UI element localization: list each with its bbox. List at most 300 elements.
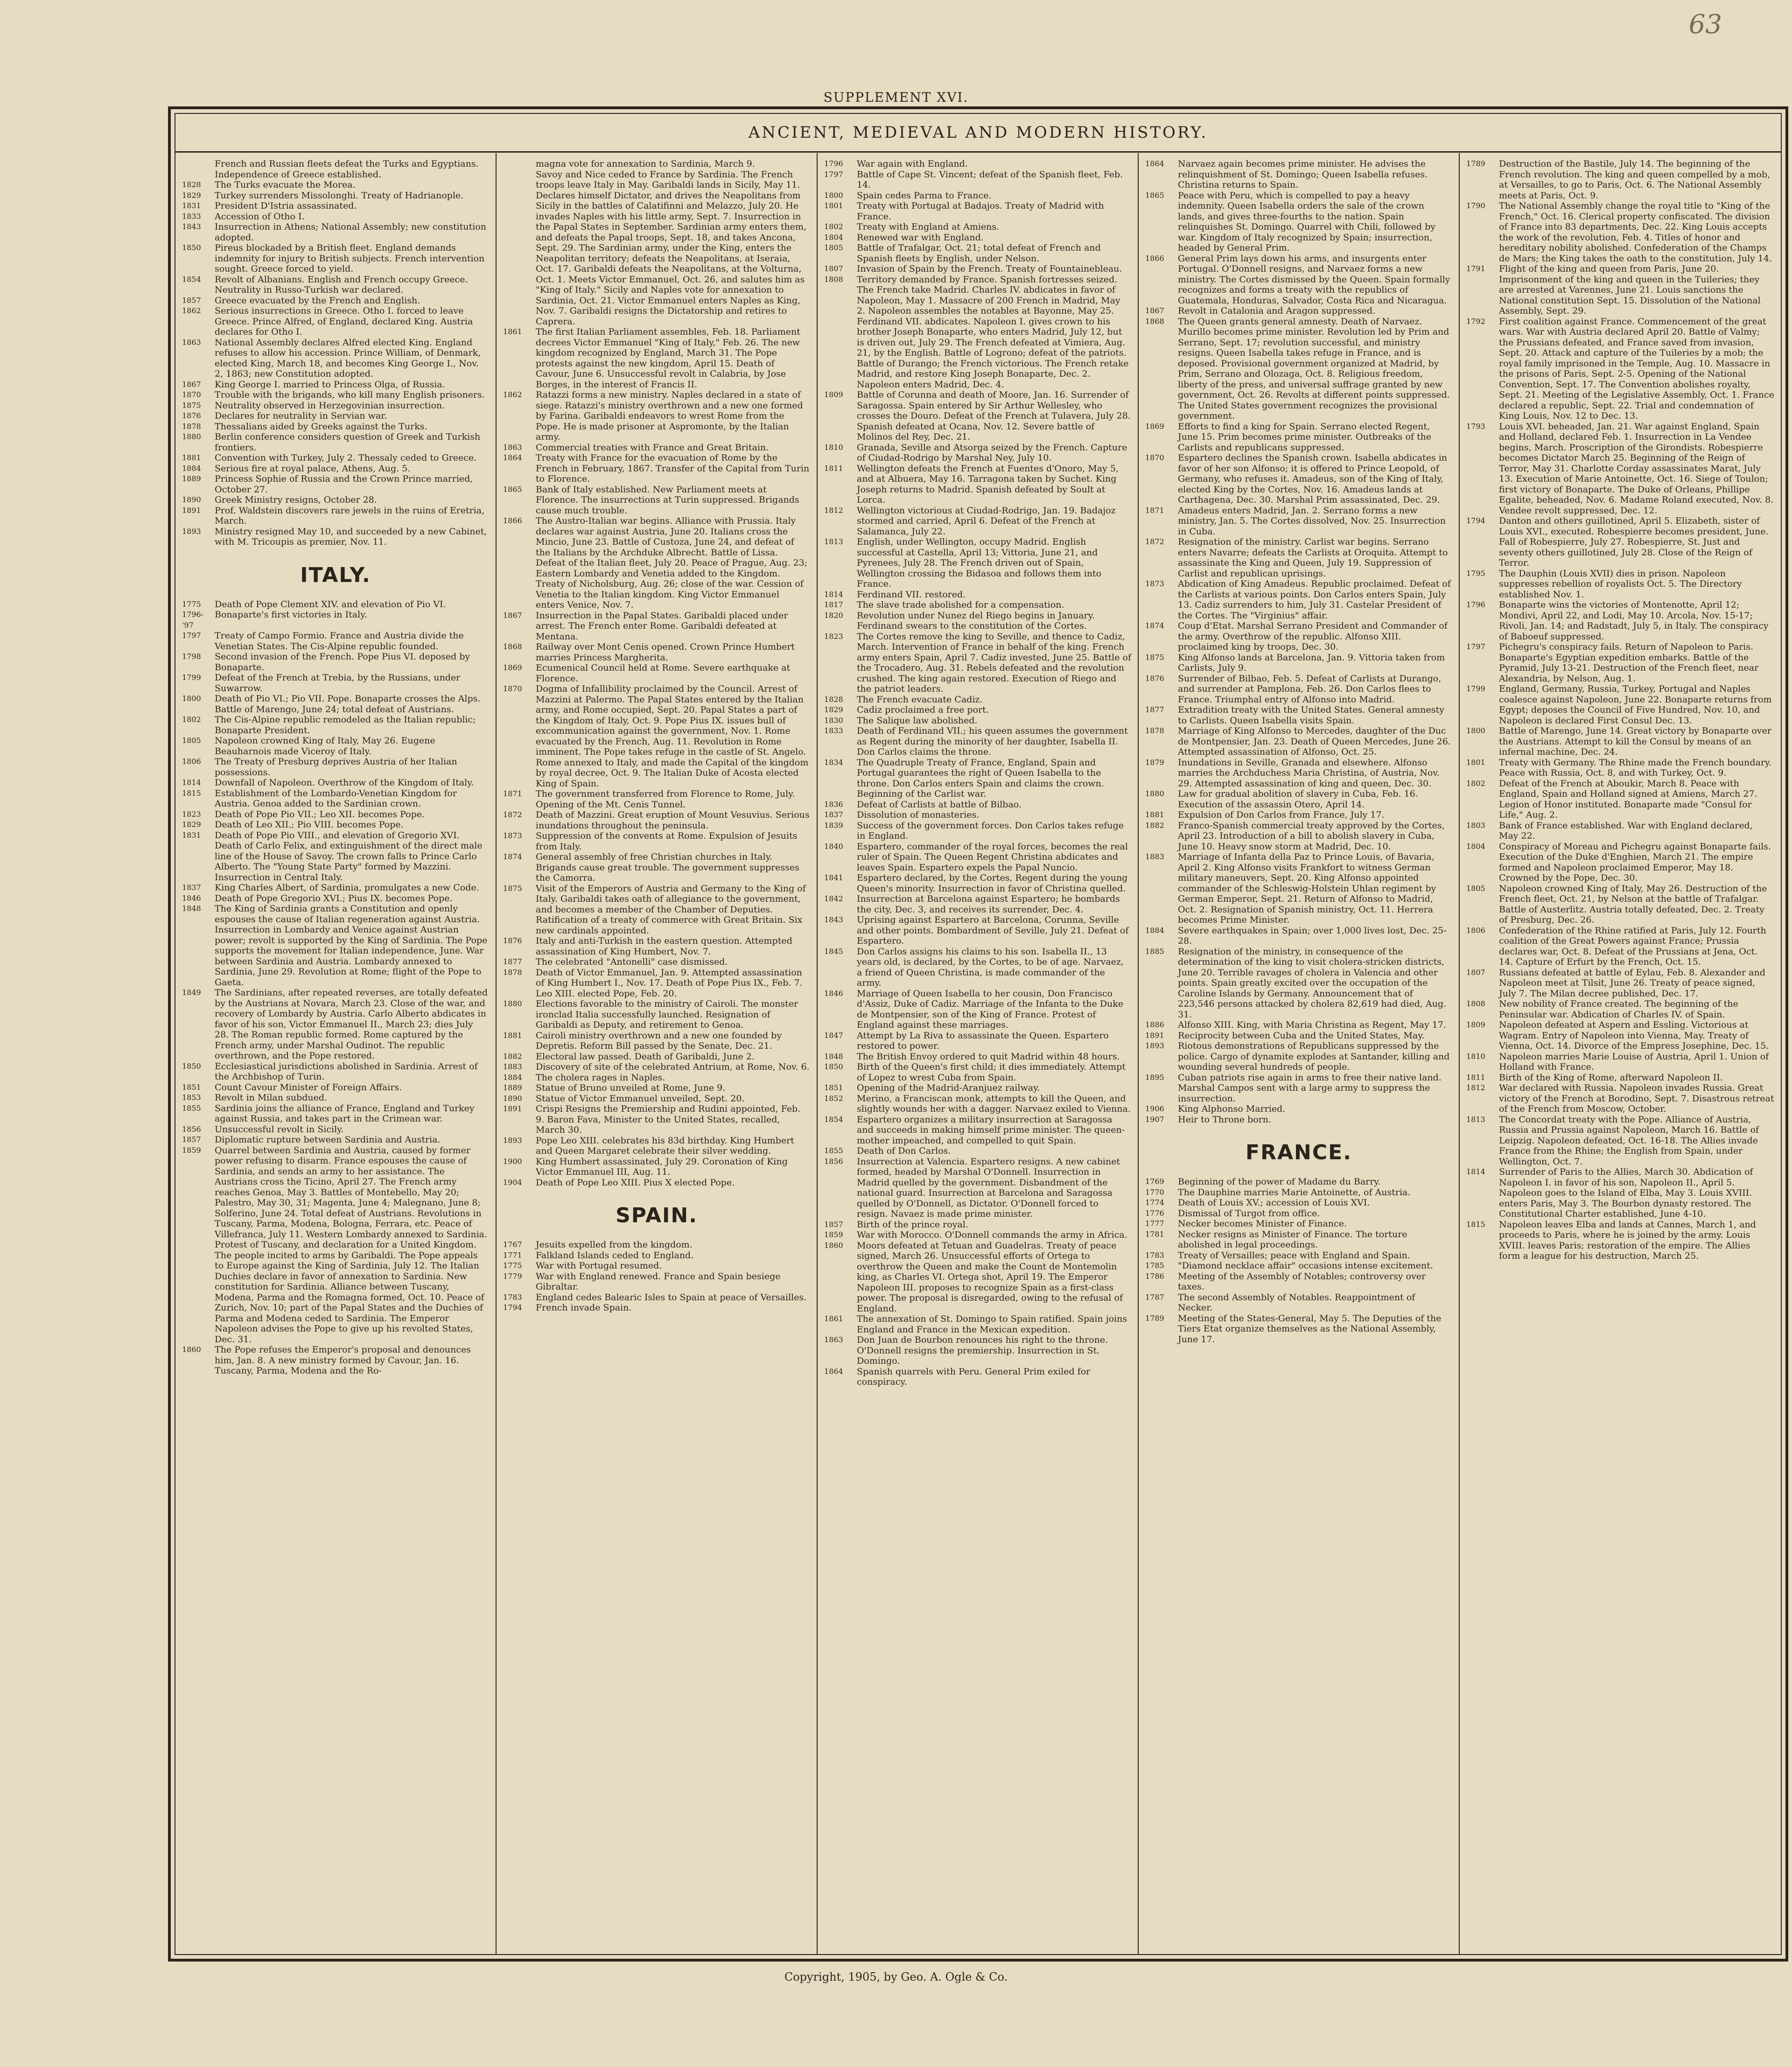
history-entry xyxy=(824,841,1131,873)
entry-text: Cairoli ministry overthrown and a new one founded by Depretis. Reform Bill passed by the Senate, Dec. 21. xyxy=(536,1030,782,1051)
handwritten-page-number: 63 xyxy=(1688,9,1722,40)
history-entry xyxy=(182,222,489,243)
history-entry xyxy=(182,694,489,715)
history-entry xyxy=(1145,505,1452,537)
entry-year: 1878 xyxy=(1145,726,1164,735)
entry-text: The government transferred from Florence to Rome, July. Opening of the Mt. Cenis Tunnel. xyxy=(536,789,795,810)
entry-text: Dismissal of Turgot from office. xyxy=(1178,1208,1320,1219)
entry-text: Destruction of the Bastile, July 14. The beginning of the French revolution. The king and queen compelled by a mob, at Versailles, to go to Paris, Oct. 6. The National Assembly meets at Paris, Oct. 9. xyxy=(1499,159,1771,201)
entry-text: Bank of France established. War with England declared, May 22. xyxy=(1499,820,1753,841)
entry-year: 1804 xyxy=(1466,841,1485,851)
entry-text: War with Portugal resumed. xyxy=(536,1261,662,1271)
entry-text: Pireus blockaded by a British fleet. England demands indemnity for injury to British subjects. French intervention sought. Greece forced to yield. xyxy=(215,243,485,274)
entry-text: Death of Ferdinand VII.; his queen assumes the government as Regent during the minority of her daughter, Isabella II. Don Carlos claims the throne. xyxy=(857,726,1128,757)
history-entry xyxy=(1145,757,1452,789)
entry-text: Spanish quarrels with Peru. General Prim exiled for conspiracy. xyxy=(857,1366,1091,1387)
entry-year: 1895 xyxy=(1145,1072,1164,1082)
history-entry xyxy=(824,1146,1131,1156)
entry-year: 1840 xyxy=(824,841,843,851)
entry-text: The Cortes remove the king to Seville, and thence to Cadiz, March. Intervention of France in behalf of the king. French army enters Spain, April 7. Cadiz invested, June 25. Battle of the Trocadero, Aug. 31. Rebels defeated and the revolution crushed. The king again restored. Execution of Riego and the patriot leaders. xyxy=(857,631,1131,694)
entry-year: 1893 xyxy=(182,526,201,536)
entry-year: 1862 xyxy=(503,390,522,399)
history-entry xyxy=(1466,159,1774,201)
entry-text: England cedes Balearic Isles to Spain at peace of Versailles. xyxy=(536,1292,807,1303)
entry-year: 1847 xyxy=(824,1030,843,1040)
entry-text: Insurrection at Barcelona against Espartero; he bombards the city, Dec. 3, and receives its surrender, Dec. 4. xyxy=(857,894,1120,915)
history-entry xyxy=(503,1030,810,1051)
history-entry xyxy=(824,715,1131,726)
entry-year: 1870 xyxy=(182,390,201,399)
entry-text: Russians defeated at battle of Eylau, Feb. 8. Alexander and Napoleon meet at Tilsit, June 26. Treaty of peace signed, July 7. The Milan decree published, Dec. 17. xyxy=(1499,967,1765,999)
entry-text: Narvaez again becomes prime minister. He advises the relinquishment of St. Domingo; Queen Isabella refuses. Christina returns to Spain. xyxy=(1178,159,1428,190)
history-entry xyxy=(503,1135,810,1156)
history-entry xyxy=(182,379,489,390)
history-entry xyxy=(1145,1313,1452,1345)
entry-year: 1833 xyxy=(824,726,843,735)
history-entry xyxy=(182,1145,489,1345)
history-entry xyxy=(1145,1261,1452,1271)
entry-year: 1884 xyxy=(182,463,201,473)
entry-year: 1828 xyxy=(824,694,843,704)
history-entry xyxy=(824,1051,1131,1062)
entry-text: Treaty with England at Amiens. xyxy=(857,222,1000,232)
entry-text: Downfall of Napoleon. Overthrow of the Kingdom of Italy. xyxy=(215,778,474,788)
history-entry xyxy=(182,715,489,736)
entry-year: 1829 xyxy=(824,705,843,714)
history-entry xyxy=(182,809,489,820)
entry-text: Bonaparte's first victories in Italy. xyxy=(215,610,367,620)
history-entry xyxy=(1145,673,1452,705)
entry-year: 1785 xyxy=(1145,1261,1164,1270)
history-entry xyxy=(824,873,1131,894)
history-entry xyxy=(182,201,489,211)
history-entry xyxy=(824,610,1131,631)
entry-year: 1770 xyxy=(1145,1187,1164,1197)
entry-text: Moors defeated at Tetuan and Guadelras. Treaty of peace signed, March 26. Unsuccessful efforts of Ortega to overthrow the Queen and make the Count de Montemolin king, as Charles VI. Ortega shot, April 19. The Emperor Napoleon III. proposes to recognize Spain as a first-class power. The proposal is disregarded, owing to the refusal of England. xyxy=(857,1240,1123,1314)
entry-year: 1891 xyxy=(182,505,201,515)
entry-text: Treaty with Germany. The Rhine made the French boundary. Peace with Russia, Oct. 8, and with Turkey, Oct. 9. xyxy=(1499,757,1772,778)
entry-year: 1874 xyxy=(1145,621,1164,630)
entry-year: 1802 xyxy=(1466,778,1485,788)
entry-year xyxy=(182,159,215,169)
entry-year: 1875 xyxy=(503,883,522,893)
entry-text: Marriage of Queen Isabella to her cousin, Don Francisco d'Assiz, Duke of Cadiz. Marriage of the Infanta to the Duke de Montpensier, son of the King of France. Protest of England against these marriages. xyxy=(857,988,1124,1030)
entry-text: Revolt of Albanians. English and French occupy Greece. Neutrality in Russo-Turkish war declared. xyxy=(215,274,468,295)
entry-year xyxy=(503,169,536,327)
history-entry xyxy=(824,894,1131,915)
entry-text: Death of Don Carlos. xyxy=(857,1146,951,1156)
entry-year: 1774 xyxy=(1145,1198,1164,1207)
entry-year: 1868 xyxy=(1145,316,1164,326)
entry-text: Death of Pope Pio VII.; Leo XII. becomes Pope. xyxy=(215,809,425,820)
entry-year: 1854 xyxy=(182,274,201,284)
history-entry xyxy=(182,631,489,652)
entry-year: 1862 xyxy=(182,306,201,315)
history-entry xyxy=(1145,852,1452,925)
entry-text: Wellington defeats the French at Fuentes d'Onoro, May 5, and at Albuera, May 16. Tarragona taken by Suchet. King Joseph returns to Madrid. Spanish defeated by Soult at Lorca. xyxy=(857,463,1119,505)
entry-year: 1890 xyxy=(182,495,201,504)
entry-year: 1805 xyxy=(824,243,843,252)
entry-text: French and Russian fleets defeat the Turks and Egyptians. xyxy=(215,159,479,169)
entry-text: The Turks evacuate the Morea. xyxy=(215,180,356,190)
entry-text: The Sardinians, after repeated reverses, are totally defeated by the Austrians at Novara, March 23. Close of the war, and recovery of Lombardy by Austria. Carlo Alberto abdicates in favor of his son, Victor Emmanuel II., March 23; dies July 28. The Roman republic formed. Rome captured by the French army, under Marshal Oudinot. The republic overthrown, and the Pope restored. xyxy=(215,988,488,1061)
history-entry xyxy=(182,1103,489,1124)
entry-year: 1878 xyxy=(503,967,522,977)
history-entry xyxy=(182,463,489,474)
entry-year: 1802 xyxy=(824,222,843,231)
entry-year: 1797 xyxy=(1466,642,1485,651)
history-entry xyxy=(1145,1198,1452,1208)
entry-text: Napoleon defeated at Aspern and Essling. Victorious at Wagram. Entry of Napoleon into Vienna, May. Treaty of Vienna, Oct. 14. Divorce of the Empress Josephine, Dec. 15. xyxy=(1499,1020,1769,1051)
entry-year xyxy=(503,159,536,169)
entry-text: Death of Pope Clement XIV. and elevation of Pio VI. xyxy=(215,599,446,610)
entry-year: 1893 xyxy=(1145,1041,1164,1050)
entry-year: 1776 xyxy=(1145,1208,1164,1218)
entry-text: Berlin conference considers question of Greek and Turkish frontiers. xyxy=(215,432,481,453)
entry-text: Meeting of the Assembly of Notables; controversy over taxes. xyxy=(1178,1271,1426,1292)
entry-year: 1771 xyxy=(503,1250,522,1260)
entry-text: Alfonso XIII. King, with Maria Christina as Regent, May 17. xyxy=(1178,1020,1446,1030)
entry-year: 1873 xyxy=(503,831,522,840)
entry-year: 1793 xyxy=(1466,421,1485,431)
entry-text: Law for gradual abolition of slavery in Cuba, Feb. 16. Execution of the assassin Otero, April 14. xyxy=(1178,789,1418,810)
entry-text: The slave trade abolished for a compensation. xyxy=(857,600,1064,610)
entry-year: 1796 xyxy=(1466,600,1485,609)
entry-year: 1790 xyxy=(1466,201,1485,210)
entry-year: 1882 xyxy=(1145,820,1164,830)
history-entry xyxy=(824,810,1131,820)
history-entry xyxy=(1466,516,1774,568)
entry-year: 1807 xyxy=(1466,967,1485,977)
entry-year: 1882 xyxy=(503,1051,522,1061)
entry-year: 1805 xyxy=(1466,883,1485,893)
entry-text: Attempt by La Riva to assassinate the Queen. Espartero restored to power. xyxy=(857,1030,1109,1051)
entry-text: Serious insurrections in Greece. Otho I. forced to leave Greece. Prince Alfred, of England, declared King. Austria declares for Otho I. xyxy=(215,306,473,337)
entry-year: 1848 xyxy=(182,904,201,913)
entry-text: Wellington victorious at Ciudad-Rodrigo, Jan. 19. Badajoz stormed and carried, April 6. Defeat of the French at Salamanca, July 22. xyxy=(857,505,1116,537)
entry-text: The Quadruple Treaty of France, England, Spain and Portugal guarantees the right of Queen Isabella to the throne. Don Carlos enters Spain and claims the crown. Beginning of the Carlist war. xyxy=(857,757,1104,799)
entry-year: 1851 xyxy=(824,1083,843,1092)
entry-text: Conspiracy of Moreau and Pichegru against Bonaparte fails. Execution of the Duke d'Enghien, March 21. The empire formed and Napoleon proclaimed Emperor, May 18. Crowned by the Pope, Dec. 30. xyxy=(1499,841,1771,883)
entry-year: 1863 xyxy=(503,442,522,452)
history-entry xyxy=(503,516,810,610)
history-entry xyxy=(1145,453,1452,505)
entry-text: King Alphonso Married. xyxy=(1178,1104,1286,1114)
entry-year: 1842 xyxy=(824,894,843,903)
entry-text: Expulsion of Don Carlos from France, July 17. xyxy=(1178,810,1385,820)
history-entry xyxy=(1466,841,1774,883)
history-entry xyxy=(824,169,1131,190)
history-entry xyxy=(182,243,489,274)
entry-text: Prof. Waldstein discovers rare jewels in the ruins of Eretria, March. xyxy=(215,505,485,526)
entry-year: 1787 xyxy=(1145,1292,1164,1302)
entry-year: 1796-'97 xyxy=(182,610,204,630)
entry-text: "Diamond necklace affair" occasions intense excitement. xyxy=(1178,1261,1433,1271)
entry-text: War again with England. xyxy=(857,159,968,169)
entry-text: War with Morocco. O'Donnell commands the army in Africa. xyxy=(857,1230,1127,1240)
history-entry xyxy=(824,946,1131,988)
entry-text: President D'Istria assassinated. xyxy=(215,201,357,211)
entry-year: 1869 xyxy=(1145,421,1164,431)
entry-year: 1890 xyxy=(503,1093,522,1103)
history-entry xyxy=(1145,1020,1452,1030)
entry-year: 1872 xyxy=(1145,537,1164,546)
entry-year: 1767 xyxy=(503,1240,522,1249)
entry-text: The Salique law abolished. xyxy=(857,715,978,726)
entry-text: Pope Leo XIII. celebrates his 83d birthday. King Humbert and Queen Margaret celebrate their silver wedding. xyxy=(536,1135,794,1156)
entry-text: Treaty of Versailles; peace with England and Spain. xyxy=(1178,1250,1410,1261)
history-entry xyxy=(824,190,1131,201)
history-entry xyxy=(182,652,489,673)
entry-year: 1876 xyxy=(503,936,522,945)
entry-text: Surrender of Bilbao, Feb. 5. Defeat of Carlists at Durango, and surrender at Pamplona, Feb. 26. Don Carlos flees to France. Triumphal entry of Alfonso into Madrid. xyxy=(1178,673,1442,705)
entry-text: Treaty with Portugal at Badajos. Treaty of Madrid with France. xyxy=(857,201,1104,222)
entry-year: 1801 xyxy=(1466,757,1485,767)
entry-text: Spain cedes Parma to France. xyxy=(857,190,992,201)
entry-text: Crispi Resigns the Premiership and Rudini appointed, Feb. 9. Baron Fava, Minister to the United States, recalled, March 30. xyxy=(536,1104,801,1135)
entry-text: Neutrality observed in Herzegovinian insurrection. xyxy=(215,400,445,411)
entry-year: 1800 xyxy=(824,190,843,200)
history-entry xyxy=(503,789,810,810)
entry-text: Ecumenical Council held at Rome. Severe earthquake at Florence. xyxy=(536,663,791,684)
history-entry xyxy=(503,453,810,484)
entry-text: Treaty of Campo Formio. France and Austria divide the Venetian States. The Cis-Alpine republic founded. xyxy=(215,631,464,652)
history-entry xyxy=(503,967,810,999)
entry-year: 1876 xyxy=(182,411,201,420)
history-entry xyxy=(1466,999,1774,1020)
history-entry xyxy=(182,673,489,694)
entry-year: 1789 xyxy=(1466,159,1485,168)
entry-text: magna vote for annexation to Sardinia, March 9. xyxy=(536,159,755,169)
entry-year: 1855 xyxy=(824,1146,843,1155)
entry-text: Defeat of the French at Trebia, by the Russians, under Suwarrow. xyxy=(215,673,461,694)
history-entry xyxy=(824,1219,1131,1230)
copyright-notice: Copyright, 1905, by Geo. A. Ogle & Co. xyxy=(784,1970,1008,1983)
history-entry xyxy=(824,505,1131,537)
history-entry xyxy=(1145,1250,1452,1261)
entry-text: Ministry resigned May 10, and succeeded by a new Cabinet, with M. Tricoupis as premier, Nov. 11. xyxy=(215,526,487,547)
history-entry xyxy=(1145,1072,1452,1104)
entry-text: Insurrection in Athens; National Assembly; new constitution adopted. xyxy=(215,222,486,243)
entry-year: 1868 xyxy=(503,642,522,651)
history-entry xyxy=(824,1062,1131,1083)
entry-text: Second invasion of the French. Pope Pius VI. deposed by Bonaparte. xyxy=(215,652,470,673)
entry-text: Declares for neutrality in Servian war. xyxy=(215,411,387,421)
history-entry xyxy=(182,306,489,337)
history-entry xyxy=(824,1030,1131,1051)
section-heading: SPAIN. xyxy=(616,1204,698,1227)
entry-text: Sardinia joins the alliance of France, England and Turkey against Russia, and takes part in the Crimean war. xyxy=(215,1103,475,1124)
entry-text: Beginning of the power of Madame du Barry. xyxy=(1178,1177,1381,1187)
entry-text: Coup d'Etat. Marshal Serrano President and Commander of the army. Overthrow of the republic. Alfonso XIII. proclaimed king by troops, Dec. 30. xyxy=(1178,621,1448,652)
history-entry xyxy=(824,820,1131,841)
entry-text: The Cis-Alpine republic remodeled as the Italian republic; Bonaparte President. xyxy=(215,715,476,736)
entry-year: 1808 xyxy=(1466,999,1485,1008)
entry-text: England, Germany, Russia, Turkey, Portugal and Naples coalesce against Napoleon, June 22. Bonaparte returns from Egypt; deposes the Council of Five Hundred, Nov. 10, and Napoleon is declared First Consul Dec. 13. xyxy=(1499,684,1772,726)
entry-year: 1856 xyxy=(182,1124,201,1134)
history-entry xyxy=(1466,1114,1774,1167)
entry-text: Marriage of Infanta della Paz to Prince Louis, of Bavaria, April 2. King Alfonso visits Frankfort to witness German military maneuvers, Sept. 20. King Alfonso appointed commander of the Schleswig-Holstein Uhlan regiment by German Emperor, Sept. 21. Return of Alfonso to Madrid, Oct. 2. Resignation of Spanish ministry, Oct. 11. Herrera becomes Prime Minister. xyxy=(1178,852,1436,925)
history-entry xyxy=(1145,1177,1452,1187)
entry-text: General assembly of free Christian churches in Italy. Brigands cause great trouble. The government suppresses the Camorra. xyxy=(536,852,799,883)
history-entry xyxy=(182,893,489,904)
entry-year: 1794 xyxy=(503,1303,522,1312)
entry-year: 1831 xyxy=(182,201,201,210)
entry-text: Invasion of Spain by the French. Treaty of Fountainebleau. xyxy=(857,264,1122,274)
history-entry xyxy=(1145,306,1452,316)
entry-year: 1830 xyxy=(824,715,843,725)
entry-text: The Pope refuses the Emperor's proposal and denounces him, Jan. 8. A new ministry formed by Cavour, Jan. 16. Tuscany, Parma, Modena and the Ro- xyxy=(215,1345,471,1376)
entry-year: 1781 xyxy=(1145,1229,1164,1239)
entry-text: English, under Wellington, occupy Madrid. English successful at Castella, April 13; Vittoria, June 21, and Pyrenees, July 28. The French driven out of Spain, Wellington crossing the Bidasoa and follows them into France. xyxy=(857,537,1102,589)
entry-year: 1861 xyxy=(824,1314,843,1323)
page-title: ANCIENT, MEDIEVAL AND MODERN HISTORY. xyxy=(175,114,1781,153)
entry-text: Battle of Cape St. Vincent; defeat of the Spanish fleet, Feb. 14. xyxy=(857,169,1123,190)
entry-text: Territory demanded by France. Spanish fortresses seized. The French take Madrid. Charles IV. abdicates in favor of Napoleon, May 1. Massacre of 200 French in Madrid, May 2. Napoleon assembles the notables at Bayonne, May 25. Ferdinand VII. abdicates. Napoleon I. gives crown to his brother Joseph Bonaparte, who enters Madrid, July 12, but is driven out, July 29. The French defeated at Vimiera, Aug. 21, by the English. Battle of Logrono; defeat of the patriots. Battle of Durango; the French victorious. The French retake Madrid, and restore King Joseph Bonaparte, Dec. 2. Napoleon enters Madrid, Dec. 4. xyxy=(857,274,1129,390)
history-entry xyxy=(182,274,489,295)
entry-text: Death of Victor Emmanuel, Jan. 9. Attempted assassination of King Humbert I., Nov. 17. Death of Pope Pius IX., Feb. 7. Leo XIII. elected Pope, Feb. 20. xyxy=(536,967,803,999)
history-entry xyxy=(1145,579,1452,621)
entry-year: 1881 xyxy=(1145,810,1164,819)
entry-text: Abdication of King Amadeus. Republic proclaimed. Defeat of the Carlists at various points. Don Carlos enters Spain, July 13. Cadiz surrenders to him, July 31. Castelar President of the Cortes. The "Virginius" affair. xyxy=(1178,579,1451,621)
entry-year: 1799 xyxy=(182,673,201,682)
entry-text: Death of Pio VI.; Pio VII. Pope. Bonaparte crosses the Alps. Battle of Marengo, June 24; total defeat of Austrians. xyxy=(215,694,481,715)
entry-year: 1884 xyxy=(503,1072,522,1082)
history-entry xyxy=(1145,810,1452,820)
entry-year: 1809 xyxy=(1466,1020,1485,1029)
entry-year: 1885 xyxy=(1145,946,1164,956)
history-entry xyxy=(182,526,489,547)
history-entry xyxy=(824,274,1131,390)
entry-text: War declared with Russia. Napoleon invades Russia. Great victory of the French at Borodino, Sept. 7. Disastrous retreat of the French from Moscow, October. xyxy=(1499,1083,1774,1114)
entry-text: The celebrated "Antonelli" case dismissed. xyxy=(536,957,728,967)
history-entry xyxy=(182,295,489,306)
history-entry xyxy=(503,1292,810,1303)
entry-text: Danton and others guillotined, April 5. Elizabeth, sister of Louis XVI., executed. Robespierre becomes president, June. Fall of Robespierre, July 27. Robespierre, St. Just and seventy others guillotined, July 28. Close of the Reign of Terror. xyxy=(1499,516,1769,568)
entry-year: 1861 xyxy=(503,327,522,336)
history-entry xyxy=(1466,642,1774,684)
entry-text: Bonaparte wins the victories of Montenotte, April 12; Mondivi, April 22, and Lodi, May 10. Arcola, Nov. 15-17; Rivoli, Jan. 14; and Radstadt, July 5, in Italy. The conspiracy of Baboeuf suppressed. xyxy=(1499,600,1769,642)
history-entry xyxy=(1466,820,1774,841)
entry-year: 1791 xyxy=(1466,264,1485,273)
history-entry xyxy=(182,736,489,757)
history-entry xyxy=(503,484,810,516)
entry-year: 1837 xyxy=(824,810,843,819)
history-entry xyxy=(503,810,810,831)
history-entry xyxy=(503,1083,810,1093)
history-entry xyxy=(182,1345,489,1376)
history-entry xyxy=(1145,1187,1452,1198)
entry-text: Ferdinand VII. restored. xyxy=(857,589,966,600)
entry-year: 1881 xyxy=(182,453,201,462)
entry-year: 1864 xyxy=(1145,159,1164,168)
history-entry xyxy=(1466,925,1774,967)
entry-text: Uprising against Espartero at Barcelona, Corunna, Seville and other points. Bombardment of Seville, July 21. Defeat of Espartero. xyxy=(857,915,1129,946)
history-entry xyxy=(1145,159,1452,190)
entry-year: 1811 xyxy=(824,463,843,473)
entry-text: Espartero declared, by the Cortes, Regent during the young Queen's minority. Insurrection in favor of Christina quelled. xyxy=(857,873,1128,894)
entry-year: 1815 xyxy=(182,788,201,798)
history-entry xyxy=(182,421,489,432)
entry-year: 1900 xyxy=(503,1156,522,1166)
entry-year: 1857 xyxy=(182,1135,201,1144)
entry-year: 1865 xyxy=(1145,190,1164,200)
entry-year: 1850 xyxy=(182,1061,201,1071)
history-entry xyxy=(1466,726,1774,757)
entry-text: Savoy and Nice ceded to France by Sardinia. The French troops leave Italy in May. Garibaldi lands in Sicily, May 11. Declares himself Dictator, and drives the Neapolitans from Sicily in the battles of Calatifinni and Melazzo, July 20. He invades Naples with his little army, Sept. 7. Insurrection in the Papal States in September. Sardinian army enters them, and defeats the Papal troops, Sept. 18, and takes Ancona, Sept. 29. The Sardinian army, under the King, enters the Neapolitan territory; defeats the Neapolitans, at Iseraia, Oct. 17. Garibaldi defeats the Neapolitans, at the Volturna, Oct. 1. Meets Victor Emmanuel, Oct. 26, and salutes him as "King of Italy." Sicily and Naples vote for annexation to Sardinia, Oct. 21. Victor Emmanuel enters Naples as King, Nov. 7. Garibaldi resigns the Dictatorship and retires to Caprera. xyxy=(536,169,807,327)
entry-year: 1783 xyxy=(503,1292,522,1302)
history-entry xyxy=(824,631,1131,694)
entry-year: 1811 xyxy=(1466,1072,1485,1082)
entry-text: New nobility of France created. The beginning of the Peninsular war. Abdication of Charles IV. of Spain. xyxy=(1499,999,1738,1020)
entry-year: 1866 xyxy=(1145,253,1164,263)
history-entry xyxy=(1466,967,1774,999)
history-entry xyxy=(182,1135,489,1145)
entry-year: 1808 xyxy=(824,274,843,284)
entry-text: Statue of Bruno unveiled at Rome, June 9. xyxy=(536,1083,726,1093)
entry-year: 1864 xyxy=(503,453,522,462)
entry-text: Marriage of King Alfonso to Mercedes, daughter of the Duc de Montpensier, Jan. 23. Death of Queen Mercedes, June 26. Attempted assassination of Alfonso, Oct. 25. xyxy=(1178,726,1451,757)
entry-text: The British Envoy ordered to quit Madrid within 48 hours. xyxy=(857,1051,1120,1062)
entry-year: 1794 xyxy=(1466,516,1485,525)
entry-year: 1880 xyxy=(503,999,522,1008)
entry-year: 1834 xyxy=(824,757,843,767)
entry-text: Efforts to find a king for Spain. Serrano elected Regent, June 15. Prim becomes prime minister. Outbreaks of the Carlists and republicans suppressed. xyxy=(1178,421,1432,453)
entry-text: Battle of Marengo, June 14. Great victory by Bonaparte over the Austrians. Attempt to kill the Consul by means of an infernal machine, Dec. 24. xyxy=(1499,726,1771,757)
entry-text: The Queen grants general amnesty. Death of Narvaez. Murillo becomes prime minister. Revolution led by Prim and Serrano, Sept. 17; revolution successful, and ministry resigns. Queen Isabella takes refuge in France, and is deposed. Provisional government organized at Madrid, by Prim, Serrano and Olozaga, Oct. 8. Religious freedom, liberty of the press, and universal suffrage granted by new government, Oct. 26. Revolts at different points suppressed. The United States government recognizes the provisional government. xyxy=(1178,316,1450,421)
entry-year: 1880 xyxy=(182,432,201,441)
history-entry xyxy=(824,694,1131,705)
history-entry xyxy=(182,159,489,169)
history-entry xyxy=(1145,1104,1452,1114)
entry-text: Don Carlos assigns his claims to his son. Isabella II., 13 years old, is declared, by the Cortes, to be of age. Narvaez, a friend of Queen Christina, is made commander of the army. xyxy=(857,946,1124,988)
entry-text: Treaty with France for the evacuation of Rome by the French in February, 1867. Transfer of the Capital from Turin to Florence. xyxy=(536,453,810,484)
entry-year: 1813 xyxy=(824,537,843,546)
entry-year: 1848 xyxy=(824,1051,843,1061)
history-entry xyxy=(182,1082,489,1093)
history-entry xyxy=(503,1303,810,1313)
entry-year: 1789 xyxy=(1145,1313,1164,1323)
entry-year: 1814 xyxy=(1466,1167,1485,1176)
entry-year: 1839 xyxy=(824,820,843,830)
entry-year: 1854 xyxy=(824,1114,843,1124)
entry-year: 1823 xyxy=(182,809,201,819)
history-entry xyxy=(1145,946,1452,1020)
history-entry xyxy=(503,1240,810,1250)
history-entry xyxy=(824,1156,1131,1219)
entry-text: Elections favorable to the ministry of Cairoli. The monster ironclad Italia successfully launched. Resignation of Garibaldi as Deputy, and retirement to Genoa. xyxy=(536,999,798,1030)
history-entry xyxy=(824,600,1131,610)
history-entry xyxy=(824,232,1131,243)
history-column xyxy=(497,153,818,1954)
entry-text: King Alfonso lands at Barcelona, Jan. 9. Vittoria taken from Carlists, July 9. xyxy=(1178,652,1445,673)
entry-year: 1815 xyxy=(1466,1219,1485,1229)
entry-text: Reciprocity between Cuba and the United States, May. xyxy=(1178,1030,1425,1041)
entry-year: 1857 xyxy=(182,295,201,305)
entry-year: 1859 xyxy=(824,1230,843,1239)
entry-text: Necker becomes Minister of Finance. xyxy=(1178,1219,1347,1229)
entry-text: Louis XVI. beheaded, Jan. 21. War against England, Spain and Holland, declared Feb. 1. Insurrection in La Vendee begins, March. Proscription of the Girondists. Robespierre becomes Dictator March 25. Beginning of the Reign of Terror, May 31. Charlotte Corday assassinates Marat, July 13. Execution of Marie Antoinette, Oct. 16. Siege of Toulon; first victory of Bonaparte. The Duke of Orleans, Phillipe Egalite, beheaded, Nov. 6. Madame Roland executed, Nov. 8. Vendee revolt suppressed, Dec. 12. xyxy=(1499,421,1774,516)
entry-year: 1878 xyxy=(182,421,201,431)
entry-text: The second Assembly of Notables. Reappointment of Necker. xyxy=(1178,1292,1415,1313)
entry-year: 1891 xyxy=(503,1104,522,1113)
entry-year: 1889 xyxy=(182,474,201,483)
history-entry xyxy=(182,495,489,505)
entry-year: 1783 xyxy=(1145,1250,1164,1260)
history-entry xyxy=(182,778,489,788)
entry-text: Death of Pope Gregorio XVI.; Pius IX. becomes Pope. xyxy=(215,893,453,904)
entry-text: Trouble with the brigands, who kill many English prisoners. xyxy=(215,390,485,400)
